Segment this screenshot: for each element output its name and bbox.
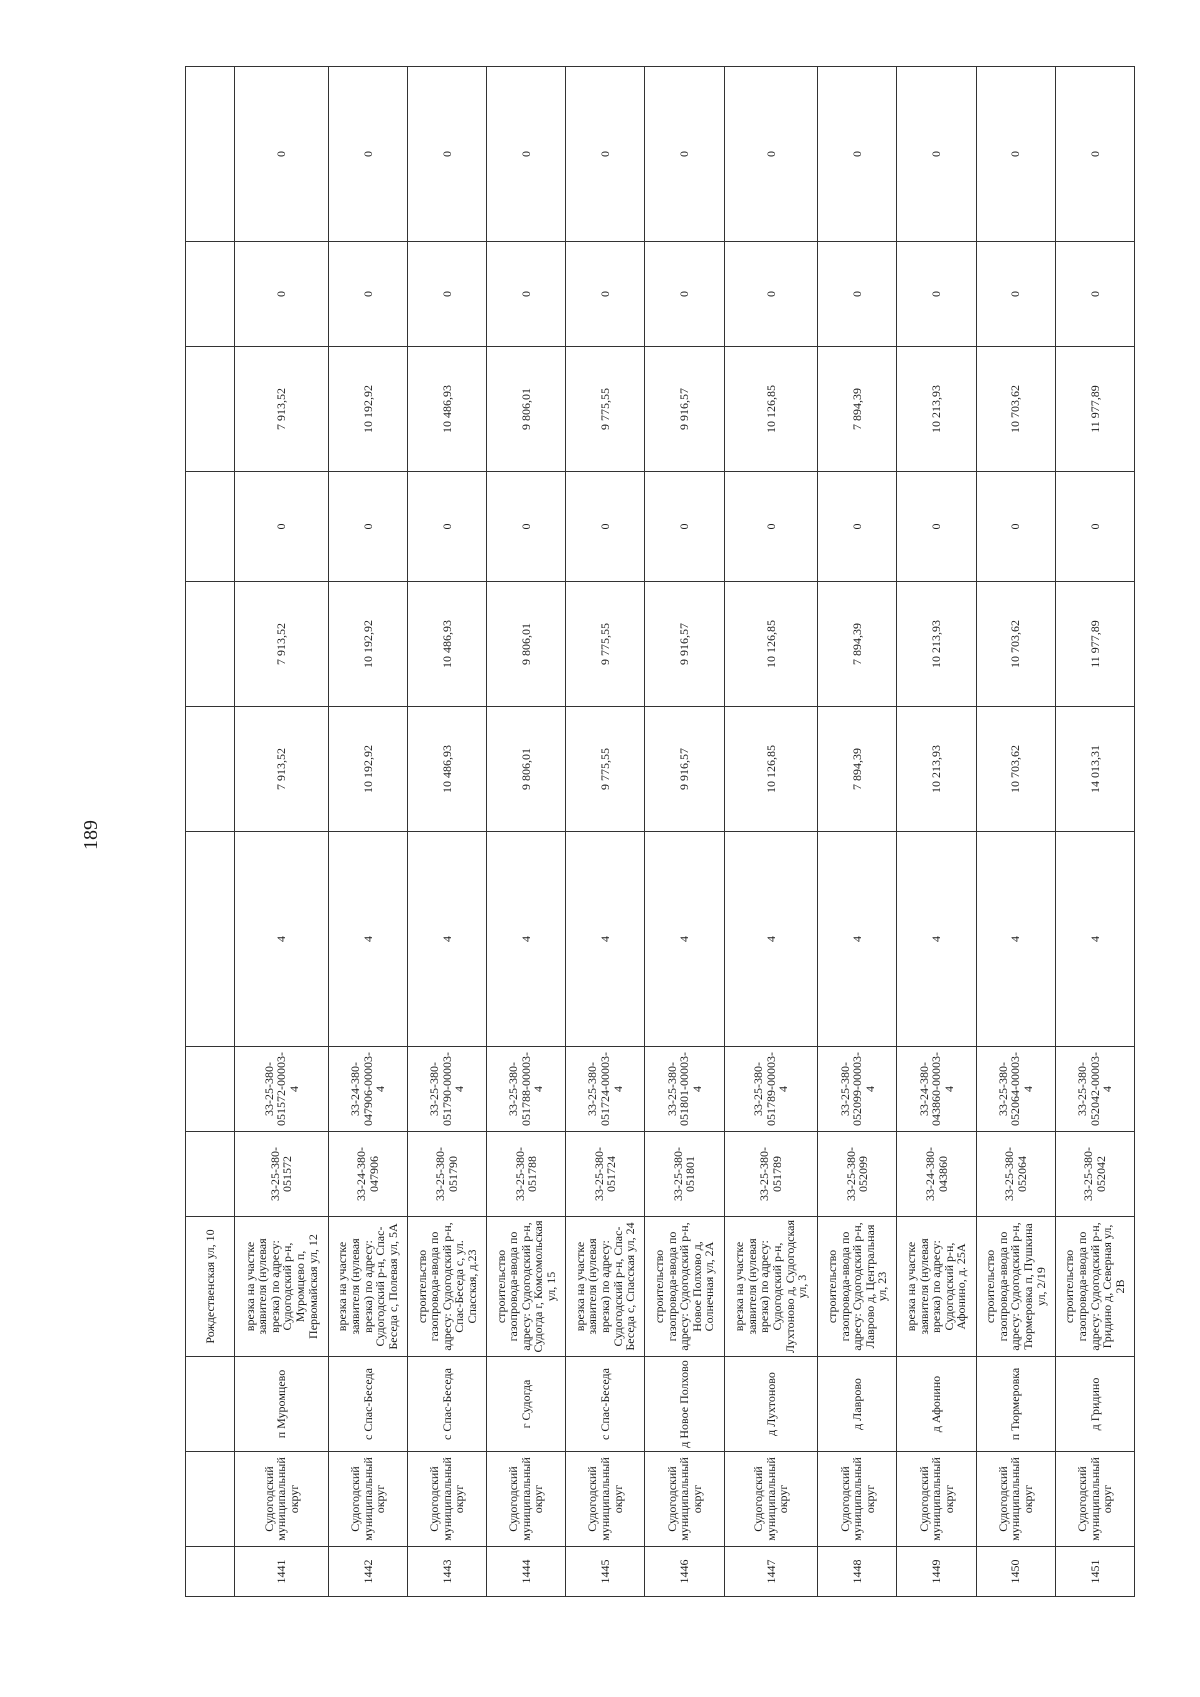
cell-number: 1445 xyxy=(566,1547,645,1597)
cell-value-6: 0 xyxy=(818,67,897,242)
cell-cadastral-full xyxy=(186,1047,235,1132)
cell-place: с Спас-Беседа xyxy=(566,1357,645,1452)
cell-count: 4 xyxy=(328,832,407,1047)
cell-work: врезка на участке заявителя (нулевая врезка) по адресу: Судогодский р-н, Спас-Беседа с, Полевая ул, 5А xyxy=(328,1217,407,1357)
cell-value-5: 0 xyxy=(235,242,329,347)
cell-okrug: Судогодский муниципальный округ xyxy=(724,1452,818,1547)
cell-okrug: Судогодский муниципальный округ xyxy=(328,1452,407,1547)
cell-cadastral: 33-25-380-051789 xyxy=(724,1132,818,1217)
cell-cadastral-full: 33-24-380-047906-00003-4 xyxy=(328,1047,407,1132)
cell-value-1: 10 703,62 xyxy=(976,707,1055,832)
cell-value-2: 9 775,55 xyxy=(566,582,645,707)
cell-number: 1446 xyxy=(645,1547,724,1597)
cell-value-5: 0 xyxy=(328,242,407,347)
table-row xyxy=(897,67,976,1597)
cell-value-6: 0 xyxy=(328,67,407,242)
table-header-row xyxy=(186,67,235,1597)
cell-value-1: 9 806,01 xyxy=(487,707,566,832)
cell-okrug: Судогодский муниципальный округ xyxy=(976,1452,1055,1547)
table-row xyxy=(1055,67,1134,1597)
cell-work: строительство газопровода-ввода по адресу: Судогодский р-н, Новое Полхово д, Солнечная ул, 2А xyxy=(645,1217,724,1357)
cell-value-4: 10 213,93 xyxy=(897,347,976,472)
table-row xyxy=(328,67,407,1597)
cell-okrug: Судогодский муниципальный округ xyxy=(645,1452,724,1547)
cell-cadastral: 33-25-380-051790 xyxy=(407,1132,486,1217)
cell-value-4: 9 916,57 xyxy=(645,347,724,472)
table-row xyxy=(645,67,724,1597)
cell-value-5: 0 xyxy=(724,242,818,347)
cell-value-3: 0 xyxy=(566,472,645,582)
cell-value-3 xyxy=(186,472,235,582)
cell-value-2: 9 806,01 xyxy=(487,582,566,707)
cell-cadastral: 33-25-380-051724 xyxy=(566,1132,645,1217)
cell-number: 1444 xyxy=(487,1547,566,1597)
cell-work: строительство газопровода-ввода по адресу: Судогодский р-н, Лаврово д, Центральная ул, 23 xyxy=(818,1217,897,1357)
cell-value-1: 7 894,39 xyxy=(818,707,897,832)
cell-number xyxy=(186,1547,235,1597)
cell-place: д Лухтоново xyxy=(724,1357,818,1452)
cell-value-3: 0 xyxy=(1055,472,1134,582)
cell-work: строительство газопровода-ввода по адресу: Судогодский р-н, Судогда г, Комсомольская ул, 15 xyxy=(487,1217,566,1357)
registry-table-rotated xyxy=(185,67,1135,1597)
cell-count: 4 xyxy=(566,832,645,1047)
table-row xyxy=(235,67,329,1597)
cell-work: врезка на участке заявителя (нулевая врезка) по адресу: Судогодский р-н, Лухтоново д, Судогодская ул, 3 xyxy=(724,1217,818,1357)
registry-table xyxy=(185,66,1135,1597)
cell-value-1: 9 775,55 xyxy=(566,707,645,832)
cell-value-3: 0 xyxy=(235,472,329,582)
cell-value-5 xyxy=(186,242,235,347)
table-row xyxy=(566,67,645,1597)
cell-work: врезка на участке заявителя (нулевая врезка) по адресу: Судогодский р-н, Афонино, д. 25А xyxy=(897,1217,976,1357)
cell-value-3: 0 xyxy=(897,472,976,582)
table-row xyxy=(818,67,897,1597)
cell-value-6: 0 xyxy=(724,67,818,242)
cell-cadastral xyxy=(186,1132,235,1217)
cell-cadastral-full: 33-24-380-043860-00003-4 xyxy=(897,1047,976,1132)
cell-number: 1448 xyxy=(818,1547,897,1597)
cell-value-4: 9 806,01 xyxy=(487,347,566,472)
cell-cadastral: 33-25-380-051788 xyxy=(487,1132,566,1217)
cell-value-5: 0 xyxy=(487,242,566,347)
cell-place: п Тюрмеровка xyxy=(976,1357,1055,1452)
cell-number: 1447 xyxy=(724,1547,818,1597)
cell-count: 4 xyxy=(724,832,818,1047)
cell-place xyxy=(186,1357,235,1452)
cell-value-6: 0 xyxy=(235,67,329,242)
cell-work: врезка на участке заявителя (нулевая врезка) по адресу: Судогодский р-н, Муромцево п, Первомайская ул, 12 xyxy=(235,1217,329,1357)
cell-okrug: Судогодский муниципальный округ xyxy=(407,1452,486,1547)
cell-okrug: Судогодский муниципальный округ xyxy=(1055,1452,1134,1547)
cell-place: г Судогда xyxy=(487,1357,566,1452)
cell-count: 4 xyxy=(407,832,486,1047)
cell-cadastral-full: 33-25-380-051801-00003-4 xyxy=(645,1047,724,1132)
cell-count: 4 xyxy=(897,832,976,1047)
cell-value-2: 10 192,92 xyxy=(328,582,407,707)
cell-value-6: 0 xyxy=(645,67,724,242)
cell-okrug: Судогодский муниципальный округ xyxy=(897,1452,976,1547)
cell-cadastral-full: 33-25-380-052042-00003-4 xyxy=(1055,1047,1134,1132)
cell-okrug: Судогодский муниципальный округ xyxy=(235,1452,329,1547)
cell-work: врезка на участке заявителя (нулевая врезка) по адресу: Судогодский р-н, Спас-Беседа с, Спасская ул, 24 xyxy=(566,1217,645,1357)
cell-okrug: Судогодский муниципальный округ xyxy=(487,1452,566,1547)
cell-count: 4 xyxy=(1055,832,1134,1047)
cell-value-6: 0 xyxy=(1055,67,1134,242)
cell-value-1: 10 192,92 xyxy=(328,707,407,832)
cell-value-2 xyxy=(186,582,235,707)
cell-value-5: 0 xyxy=(407,242,486,347)
cell-okrug: Судогодский муниципальный округ xyxy=(818,1452,897,1547)
cell-value-2: 11 977,89 xyxy=(1055,582,1134,707)
cell-value-5: 0 xyxy=(976,242,1055,347)
cell-value-3: 0 xyxy=(328,472,407,582)
cell-cadastral: 33-25-380-051801 xyxy=(645,1132,724,1217)
cell-value-5: 0 xyxy=(1055,242,1134,347)
cell-value-4: 10 703,62 xyxy=(976,347,1055,472)
cell-number: 1451 xyxy=(1055,1547,1134,1597)
cell-value-3: 0 xyxy=(487,472,566,582)
cell-number: 1450 xyxy=(976,1547,1055,1597)
cell-value-4 xyxy=(186,347,235,472)
cell-value-6: 0 xyxy=(487,67,566,242)
cell-value-2: 9 916,57 xyxy=(645,582,724,707)
cell-place: д Афонино xyxy=(897,1357,976,1452)
cell-value-3: 0 xyxy=(976,472,1055,582)
cell-value-1: 10 486,93 xyxy=(407,707,486,832)
cell-value-4: 9 775,55 xyxy=(566,347,645,472)
cell-cadastral: 33-24-380-047906 xyxy=(328,1132,407,1217)
cell-value-3: 0 xyxy=(724,472,818,582)
cell-count: 4 xyxy=(645,832,724,1047)
cell-place: д Гридино xyxy=(1055,1357,1134,1452)
cell-value-1: 9 916,57 xyxy=(645,707,724,832)
cell-value-2: 10 126,85 xyxy=(724,582,818,707)
cell-count: 4 xyxy=(235,832,329,1047)
cell-place: д Новое Полхово xyxy=(645,1357,724,1452)
cell-work: строительство газопровода-ввода по адресу: Судогодский р-н, Спас-Беседа с, ул. Спасская, д.23 xyxy=(407,1217,486,1357)
cell-number: 1443 xyxy=(407,1547,486,1597)
cell-cadastral: 33-24-380-043860 xyxy=(897,1132,976,1217)
cell-number: 1449 xyxy=(897,1547,976,1597)
cell-work: строительство газопровода-ввода по адресу: Судогодский р-н, Гридино д, Северная ул, 2В xyxy=(1055,1217,1134,1357)
cell-count xyxy=(186,832,235,1047)
cell-cadastral-full: 33-25-380-051788-00003-4 xyxy=(487,1047,566,1132)
cell-place: с Спас-Беседа xyxy=(407,1357,486,1452)
cell-cadastral-full: 33-25-380-052099-00003-4 xyxy=(818,1047,897,1132)
cell-value-4: 11 977,89 xyxy=(1055,347,1134,472)
cell-value-3: 0 xyxy=(645,472,724,582)
cell-value-6 xyxy=(186,67,235,242)
cell-cadastral-full: 33-25-380-051572-00003-4 xyxy=(235,1047,329,1132)
cell-cadastral: 33-25-380-052042 xyxy=(1055,1132,1134,1217)
cell-value-1: 10 213,93 xyxy=(897,707,976,832)
cell-value-1 xyxy=(186,707,235,832)
cell-value-6: 0 xyxy=(407,67,486,242)
cell-value-1: 7 913,52 xyxy=(235,707,329,832)
cell-value-5: 0 xyxy=(818,242,897,347)
cell-cadastral: 33-25-380-052064 xyxy=(976,1132,1055,1217)
table-row xyxy=(487,67,566,1597)
cell-place: п Муромцево xyxy=(235,1357,329,1452)
page-number: 189 xyxy=(80,820,102,850)
cell-work: Рождественская ул, 10 xyxy=(186,1217,235,1357)
cell-number: 1442 xyxy=(328,1547,407,1597)
cell-number: 1441 xyxy=(235,1547,329,1597)
table-row xyxy=(976,67,1055,1597)
cell-cadastral-full: 33-25-380-051724-00003-4 xyxy=(566,1047,645,1132)
cell-value-3: 0 xyxy=(407,472,486,582)
cell-value-4: 7 913,52 xyxy=(235,347,329,472)
cell-place: с Спас-Беседа xyxy=(328,1357,407,1452)
cell-cadastral: 33-25-380-051572 xyxy=(235,1132,329,1217)
cell-value-5: 0 xyxy=(645,242,724,347)
cell-value-4: 7 894,39 xyxy=(818,347,897,472)
cell-cadastral-full: 33-25-380-051790-00003-4 xyxy=(407,1047,486,1132)
table-row xyxy=(407,67,486,1597)
cell-value-3: 0 xyxy=(818,472,897,582)
cell-value-6: 0 xyxy=(897,67,976,242)
cell-cadastral-full: 33-25-380-052064-00003-4 xyxy=(976,1047,1055,1132)
cell-okrug xyxy=(186,1452,235,1547)
cell-value-2: 10 213,93 xyxy=(897,582,976,707)
cell-value-2: 10 486,93 xyxy=(407,582,486,707)
cell-value-2: 10 703,62 xyxy=(976,582,1055,707)
cell-count: 4 xyxy=(487,832,566,1047)
cell-value-1: 14 013,31 xyxy=(1055,707,1134,832)
cell-cadastral-full: 33-25-380-051789-00003-4 xyxy=(724,1047,818,1132)
cell-cadastral: 33-25-380-052099 xyxy=(818,1132,897,1217)
cell-value-5: 0 xyxy=(897,242,976,347)
cell-place: д Лаврово xyxy=(818,1357,897,1452)
cell-value-4: 10 486,93 xyxy=(407,347,486,472)
table-row xyxy=(724,67,818,1597)
cell-count: 4 xyxy=(976,832,1055,1047)
cell-value-6: 0 xyxy=(566,67,645,242)
cell-value-6: 0 xyxy=(976,67,1055,242)
cell-value-2: 7 894,39 xyxy=(818,582,897,707)
cell-count: 4 xyxy=(818,832,897,1047)
cell-work: строительство газопровода-ввода по адресу: Судогодский р-н, Тюрмеровка п, Пушкина ул, 2/19 xyxy=(976,1217,1055,1357)
cell-value-5: 0 xyxy=(566,242,645,347)
cell-value-1: 10 126,85 xyxy=(724,707,818,832)
cell-okrug: Судогодский муниципальный округ xyxy=(566,1452,645,1547)
cell-value-4: 10 126,85 xyxy=(724,347,818,472)
cell-value-4: 10 192,92 xyxy=(328,347,407,472)
cell-value-2: 7 913,52 xyxy=(235,582,329,707)
